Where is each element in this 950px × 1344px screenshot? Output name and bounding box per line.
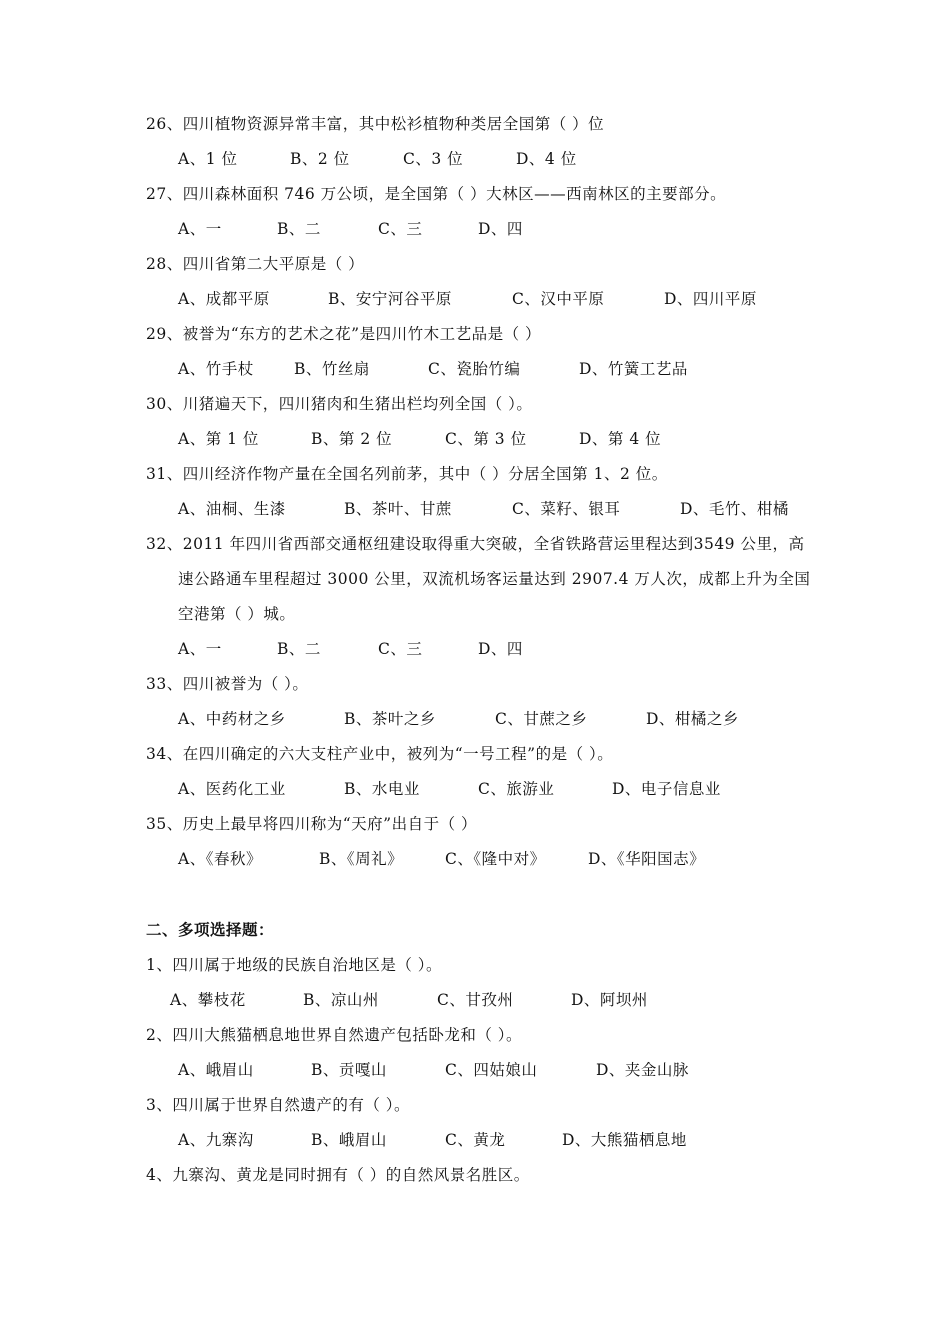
multi-question-2: 2、四川大熊猫栖息地世界自然遗产包括卧龙和（ ）。 bbox=[146, 1026, 523, 1044]
option-b: B、《周礼》 bbox=[319, 850, 404, 868]
options-35 bbox=[178, 849, 898, 869]
multi-options-1 bbox=[170, 990, 890, 1010]
option-a: A、第 1 位 bbox=[178, 430, 259, 448]
options-26 bbox=[178, 149, 898, 169]
option-d: D、夹金山脉 bbox=[596, 1061, 689, 1079]
option-c: C、黄龙 bbox=[445, 1131, 506, 1149]
question-35: 35、历史上最早将四川称为“天府”出自于（ ） bbox=[146, 815, 477, 833]
multi-options-2 bbox=[178, 1060, 898, 1080]
option-d: D、四川平原 bbox=[664, 290, 757, 308]
option-a: A、攀枝花 bbox=[170, 991, 246, 1009]
multi-question-3: 3、四川属于世界自然遗产的有（ ）。 bbox=[146, 1096, 411, 1114]
option-a: A、一 bbox=[178, 220, 222, 238]
option-b: B、峨眉山 bbox=[311, 1131, 387, 1149]
option-a: A、峨眉山 bbox=[178, 1061, 254, 1079]
options-30 bbox=[178, 429, 898, 449]
multi-options-3 bbox=[178, 1130, 898, 1150]
question-28: 28、四川省第二大平原是（ ） bbox=[146, 255, 365, 273]
question-31: 31、四川经济作物产量在全国名列前茅，其中（ ）分居全国第 1、2 位。 bbox=[146, 465, 668, 483]
option-c: C、汉中平原 bbox=[512, 290, 605, 308]
option-d: D、4 位 bbox=[516, 150, 577, 168]
option-a: A、一 bbox=[178, 640, 222, 658]
options-34 bbox=[178, 779, 898, 799]
section-heading: 二、多项选择题： bbox=[146, 920, 275, 939]
option-d: D、竹簧工艺品 bbox=[579, 360, 688, 378]
option-b: B、茶叶之乡 bbox=[344, 710, 436, 728]
option-d: D、四 bbox=[478, 640, 523, 658]
option-c: C、瓷胎竹编 bbox=[428, 360, 521, 378]
options-27 bbox=[178, 219, 898, 239]
option-b: B、凉山州 bbox=[303, 991, 379, 1009]
option-d: D、阿坝州 bbox=[571, 991, 648, 1009]
option-d: D、大熊猫栖息地 bbox=[562, 1131, 687, 1149]
multi-question-1: 1、四川属于地级的民族自治地区是（ ）。 bbox=[146, 956, 443, 974]
question-32: 32、2011 年四川省西部交通枢纽建设取得重大突破，全省铁路营运里程达到3549 公里，高 bbox=[146, 535, 805, 553]
option-d: D、毛竹、柑橘 bbox=[680, 500, 789, 518]
option-c: C、三 bbox=[378, 640, 423, 658]
option-c: C、四姑娘山 bbox=[445, 1061, 538, 1079]
option-a: A、油桐、生漆 bbox=[178, 500, 286, 518]
option-b: B、水电业 bbox=[344, 780, 420, 798]
option-a: A、竹手杖 bbox=[178, 360, 254, 378]
options-28 bbox=[178, 289, 898, 309]
option-d: D、四 bbox=[478, 220, 523, 238]
option-b: B、2 位 bbox=[290, 150, 350, 168]
option-b: B、茶叶、甘蔗 bbox=[344, 500, 452, 518]
options-32 bbox=[178, 639, 898, 659]
options-33 bbox=[178, 709, 898, 729]
option-a: A、医药化工业 bbox=[178, 780, 286, 798]
option-c: C、甘蔗之乡 bbox=[495, 710, 588, 728]
options-31 bbox=[178, 499, 898, 519]
option-c: C、旅游业 bbox=[478, 780, 555, 798]
option-b: B、贡嘎山 bbox=[311, 1061, 387, 1079]
option-b: B、安宁河谷平原 bbox=[328, 290, 452, 308]
option-d: D、第 4 位 bbox=[579, 430, 662, 448]
option-a: A、1 位 bbox=[178, 150, 238, 168]
option-a: A、《春秋》 bbox=[178, 850, 262, 868]
multi-question-4: 4、九寨沟、黄龙是同时拥有（ ）的自然风景名胜区。 bbox=[146, 1166, 530, 1184]
option-d: D、《华阳国志》 bbox=[588, 850, 706, 868]
question-27: 27、四川森林面积 746 万公顷，是全国第（ ）大林区——西南林区的主要部分。 bbox=[146, 185, 727, 203]
option-a: A、中药材之乡 bbox=[178, 710, 286, 728]
question-34: 34、在四川确定的六大支柱产业中，被列为“一号工程”的是（ ）。 bbox=[146, 745, 614, 763]
option-b: B、竹丝扇 bbox=[294, 360, 370, 378]
option-c: C、《隆中对》 bbox=[445, 850, 546, 868]
question-32-continued: 空港第（ ）城。 bbox=[178, 605, 296, 623]
option-a: A、九寨沟 bbox=[178, 1131, 254, 1149]
option-b: B、二 bbox=[277, 220, 321, 238]
option-b: B、二 bbox=[277, 640, 321, 658]
option-b: B、第 2 位 bbox=[311, 430, 393, 448]
option-c: C、第 3 位 bbox=[445, 430, 527, 448]
question-32-continued: 速公路通车里程超过 3000 公里，双流机场客运量达到 2907.4 万人次，成都上升为全国 bbox=[178, 570, 811, 588]
option-c: C、三 bbox=[378, 220, 423, 238]
question-26: 26、四川植物资源异常丰富，其中松衫植物种类居全国第（ ）位 bbox=[146, 115, 605, 133]
question-30: 30、川猪遍天下，四川猪肉和生猪出栏均列全国（ ）。 bbox=[146, 395, 533, 413]
question-33: 33、四川被誉为（ ）。 bbox=[146, 675, 309, 693]
option-c: C、菜籽、银耳 bbox=[512, 500, 621, 518]
options-29 bbox=[178, 359, 898, 379]
option-c: C、3 位 bbox=[403, 150, 464, 168]
option-d: D、电子信息业 bbox=[612, 780, 721, 798]
option-d: D、柑橘之乡 bbox=[646, 710, 739, 728]
question-29: 29、被誉为“东方的艺术之花”是四川竹木工艺品是（ ） bbox=[146, 325, 541, 343]
option-c: C、甘孜州 bbox=[437, 991, 514, 1009]
option-a: A、成都平原 bbox=[178, 290, 270, 308]
